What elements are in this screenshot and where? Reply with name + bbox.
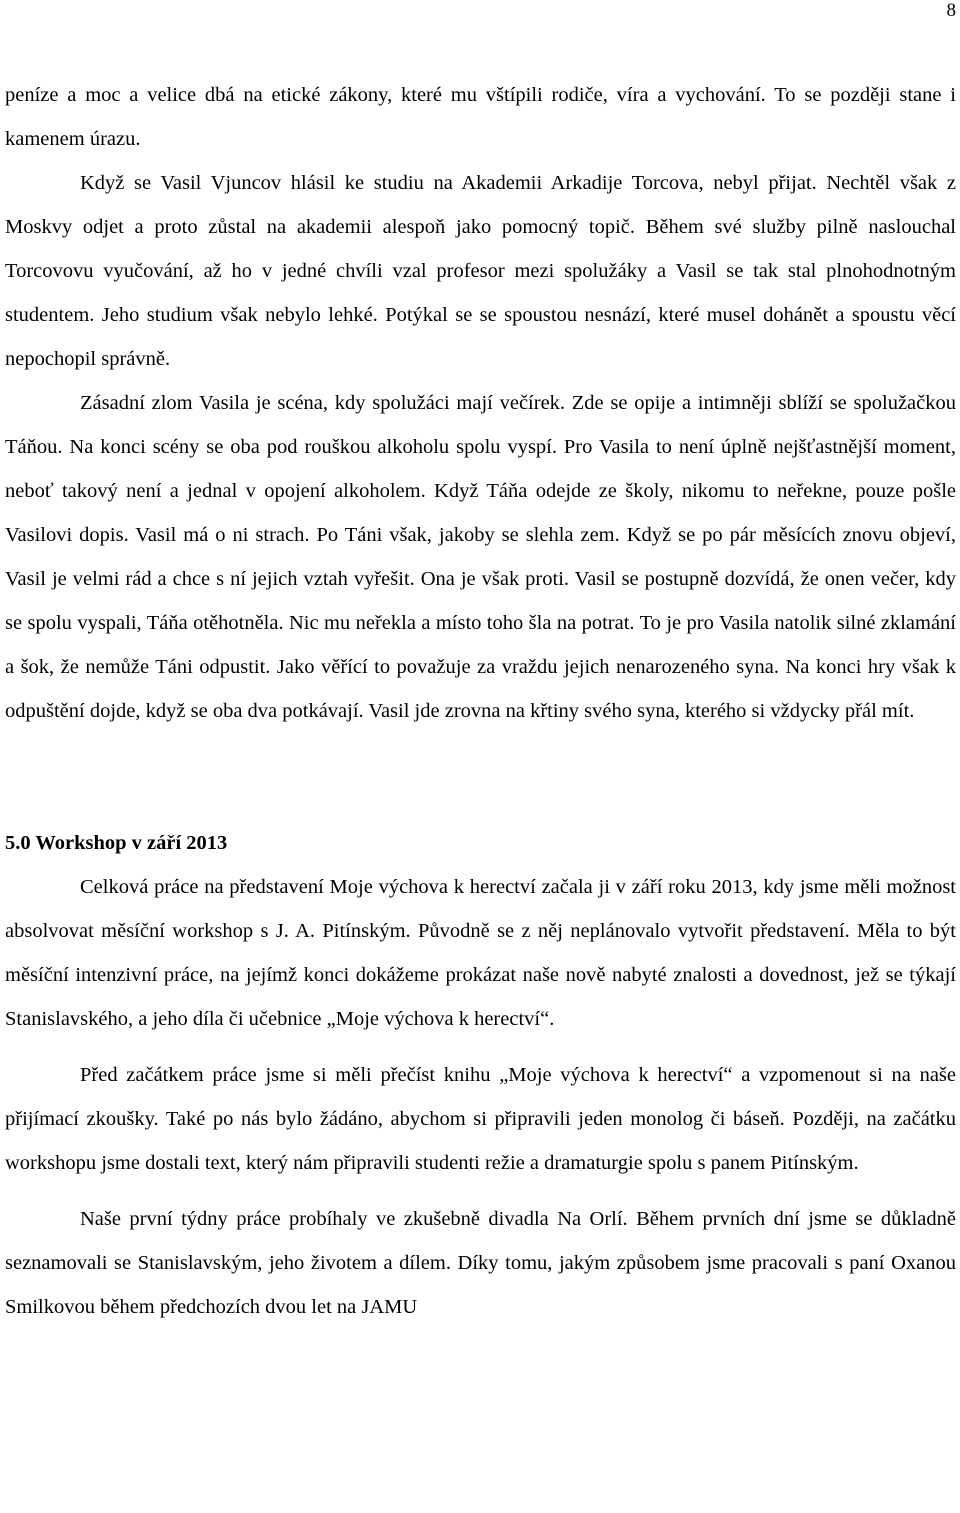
paragraph-spacer bbox=[5, 1041, 956, 1053]
paragraph: Celková práce na představení Moje výchova k herectví začala ji v září roku 2013, kdy jsme měli možnost absolvovat měsíční workshop s J. A. Pitínským. Původně se z něj neplánovalo vytvořit představení. Měla to být měsíční intenzivní práce, na jejímž konci dokážeme prokázat naše nově nabyté znalosti a dovednost, jež se týkají Stanislavského, a jeho díla či učebnice „Moje výchova k herectví“. bbox=[5, 876, 956, 1030]
paragraph: Před začátkem práce jsme si měli přečíst knihu „Moje výchova k herectví“ a vzpomenout si na naše přijímací zkoušky. Také po nás bylo žádáno, abychom si připravili jeden monolog či báseň. Později, na začátku workshopu jsme dostali text, který nám připravili studenti režie a dramaturgie spolu s panem Pitínským. bbox=[5, 1064, 956, 1174]
paragraph: Zásadní zlom Vasila je scéna, kdy spolužáci mají večírek. Zde se opije a intimněji sblíží se spolužačkou Táňou. Na konci scény se oba pod rouškou alkoholu spolu vyspí. Pro Vasila to není úplně nejšťastnější moment, neboť takový není a jednal v opojení alkoholem. Když Táňa odejde ze školy, nikomu to neřekne, pouze pošle Vasilovi dopis. Vasil má o ni strach. Po Táni však, jakoby se slehla zem. Když se po pár měsících znovu objeví, Vasil je velmi rád a chce s ní jejich vztah vyřešit. Ona je však proti. Vasil se postupně dozvídá, že onen večer, kdy se spolu vyspali, Táňa otěhotněla. Nic mu neřekla a místo toho šla na potrat. To je pro Vasila natolik silné zklamání a šok, že nemůže Táni odpustit. Jako věřící to považuje za vraždu jejich nenarozeného syna. Na konci hry však k odpuštění dojde, když se oba dva potkávají. Vasil jde zrovna na křtiny svého syna, kterého si vždycky přál mít. bbox=[5, 392, 956, 722]
section-heading: 5.0 Workshop v září 2013 bbox=[5, 832, 228, 854]
paragraph: Když se Vasil Vjuncov hlásil ke studiu na Akademii Arkadije Torcova, nebyl přijat. Nechtěl však z Moskvy odjet a proto zůstal na akademii alespoň jako pomocný topič. Během své služby pilně naslouchal Torcovovu vyučování, až ho v jedné chvíli vzal profesor mezi spolužáky a Vasil se tak stal plnohodnotným studentem. Jeho studium však nebylo lehké. Potýkal se se spoustou nesnází, které musel dohánět a spoustu věcí nepochopil správně. bbox=[5, 172, 956, 370]
paragraph: peníze a moc a velice dbá na etické zákony, které mu vštípili rodiče, víra a vychování. To se později stane i kamenem úrazu. bbox=[5, 84, 956, 150]
section-spacer bbox=[5, 733, 956, 821]
paragraph: Naše první týdny práce probíhaly ve zkušebně divadla Na Orlí. Během prvních dní jsme se důkladně seznamovali se Stanislavským, jeho životem a dílem. Díky tomu, jakým způsobem jsme pracovali s paní Oxanou Smilkovou během předchozích dvou let na JAMU bbox=[5, 1208, 956, 1318]
page-number: 8 bbox=[946, 0, 956, 21]
paragraph-spacer bbox=[5, 1185, 956, 1197]
document-body bbox=[5, 73, 956, 1329]
